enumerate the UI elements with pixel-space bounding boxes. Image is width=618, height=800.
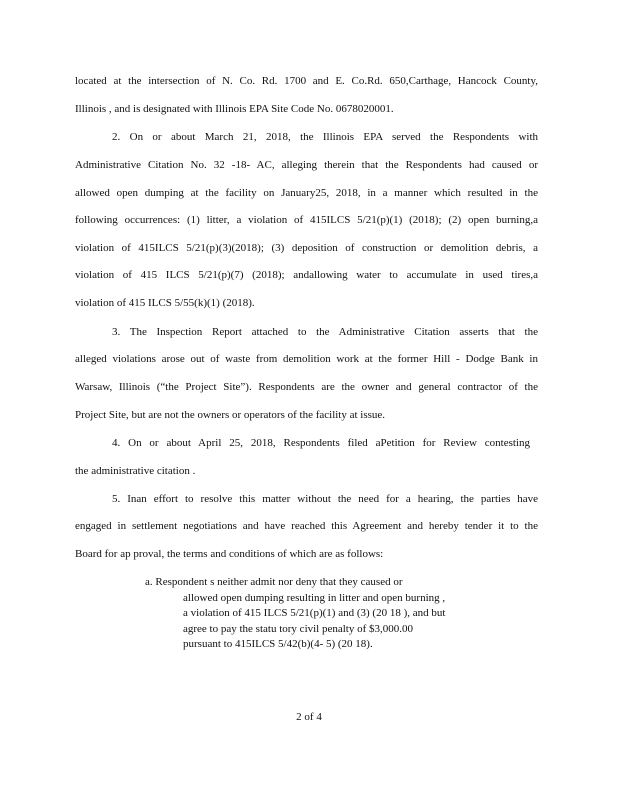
paragraph-5-line-2: engaged in settlement negotiations and have reached this Agreement and hereby tender it to the [75, 520, 538, 532]
paragraph-2-line-5: violation of 415ILCS 5/21(p)(3)(2018); (3) deposition of construction or demolition debris, a [75, 242, 538, 254]
paragraph-3-line-4: Project Site, but are not the owners or operators of the facility at issue. [75, 409, 386, 421]
paragraph-5-line-3: Board for ap proval, the terms and conditions of which are as follows: [75, 548, 384, 560]
sub-item-a-line-1: a. Respondent s neither admit nor deny that they caused or [145, 576, 403, 588]
paragraph-2-line-4: following occurrences: (1) litter, a violation of 415ILCS 5/21(p)(1) (2018); (2) open burning,a [75, 214, 538, 226]
paragraph-5-line-1: 5. Inan effort to resolve this matter without the need for a hearing, the parties have [112, 493, 538, 505]
paragraph-2-line-7: violation of 415 ILCS 5/55(k)(1) (2018). [75, 297, 255, 309]
paragraph-2-line-2: Administrative Citation No. 32 -18- AC, alleging therein that the Respondents had caused or [75, 159, 538, 171]
paragraph-1-line-2: Illinois , and is designated with Illinois EPA Site Code No. 0678020001. [75, 103, 394, 115]
paragraph-2-line-1: 2. On or about March 21, 2018, the Illinois EPA served the Respondents with [112, 131, 538, 143]
paragraph-1-line-1: located at the intersection of N. Co. Rd. 1700 and E. Co.Rd. 650,Carthage, Hancock County, [75, 75, 538, 87]
paragraph-3-line-2: alleged violations arose out of waste from demolition work at the former Hill - Dodge Bank in [75, 353, 538, 365]
sub-item-a-line-4: agree to pay the statu tory civil penalty of $3,000.00 [183, 622, 414, 635]
paragraph-2-line-3: allowed open dumping at the facility on January25, 2018, in a manner which resulted in the [75, 187, 538, 199]
paragraph-3-line-1: 3. The Inspection Report attached to the Administrative Citation asserts that the [112, 326, 538, 338]
paragraph-2-line-6: violation of 415 ILCS 5/21(p)(7) (2018); andallowing water to accumulate in used tires,a [75, 269, 538, 281]
sub-item-a-line-5: pursuant to 415ILCS 5/42(b)(4- 5) (20 18). [183, 638, 373, 651]
paragraph-4-line-1: 4. On or about April 25, 2018, Respondents filed aPetition for Review contesting [112, 437, 530, 449]
paragraph-3-line-3: Warsaw, Illinois (“the Project Site”). Respondents are the owner and general contractor of the [75, 381, 538, 393]
page-number: 2 of 4 [296, 711, 322, 723]
sub-item-a [145, 575, 475, 653]
sub-item-a-line-3: a violation of 415 ILCS 5/21(p)(1) and (3) (20 18 ), and but [183, 607, 446, 620]
sub-item-a-line-2: allowed open dumping resulting in litter and open burning , [183, 591, 446, 604]
paragraph-4-line-2: the administrative citation . [75, 465, 196, 477]
